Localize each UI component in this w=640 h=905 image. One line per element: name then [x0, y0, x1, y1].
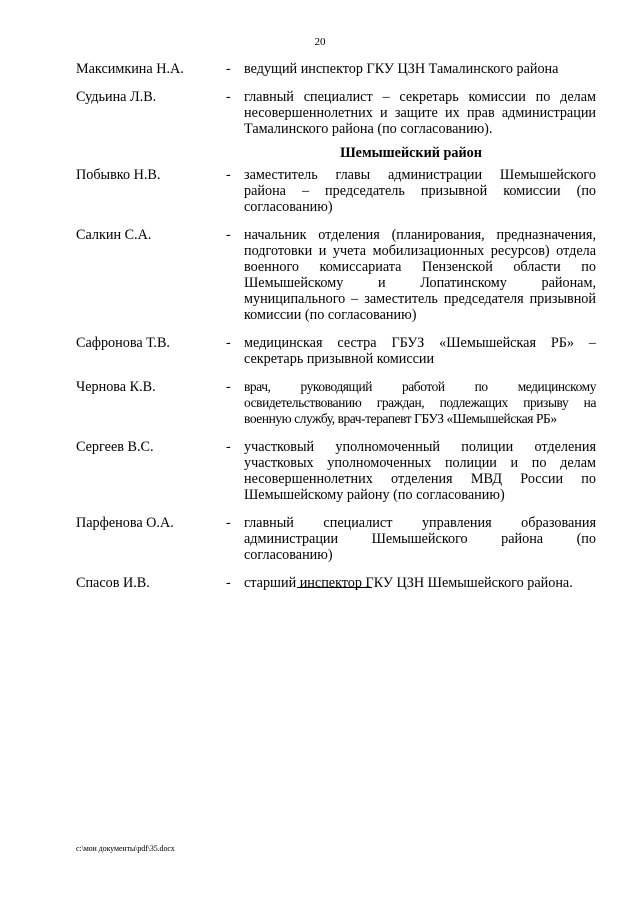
member-position: участковый уполномоченный полиции отделения участковых уполномоченных полиции и по делам несовершеннолетних отделения МВД России по Шемышейскому району (по согласованию) — [244, 439, 596, 503]
page-number: 20 — [314, 36, 326, 48]
dash: - — [226, 515, 231, 531]
member-name: Максимкина Н.А. — [76, 61, 184, 77]
member-name: Сергеев В.С. — [76, 439, 154, 455]
closing-rule — [297, 587, 372, 588]
member-name: Судьина Л.В. — [76, 89, 157, 105]
member-position: начальник отделения (планирования, предназначения, подготовки и учета мобилизационных ресурсов) отдела военного комиссариата Пензенской области по Шемышейскому и Лопатинскому районам, муниципального – заместитель председателя призывной комиссии (по согласованию) — [244, 227, 596, 323]
dash: - — [226, 575, 231, 591]
dash: - — [226, 335, 231, 351]
dash: - — [226, 439, 231, 455]
member-name: Чернова К.В. — [76, 379, 156, 395]
dash: - — [226, 61, 231, 77]
member-position: заместитель главы администрации Шемышейского района – председатель призывной комиссии (по согласованию) — [244, 167, 596, 215]
member-position: медицинская сестра ГБУЗ «Шемышейская РБ» – секретарь призывной комиссии — [244, 335, 596, 367]
list-item — [76, 61, 596, 77]
commission-list — [76, 61, 596, 603]
list-item — [76, 379, 596, 427]
list-item — [76, 439, 596, 503]
list-item — [76, 515, 596, 563]
dash: - — [226, 89, 231, 105]
member-position: старший инспектор ГКУ ЦЗН Шемышейского района. — [244, 575, 573, 591]
member-name: Салкин С.А. — [76, 227, 152, 243]
member-position: врач, руководящий работой по медицинскому освидетельствованию граждан, подлежащих призыву на военную службу, врач-терапевт ГБУЗ «Шемышейская РБ» — [244, 379, 596, 426]
member-position: ведущий инспектор ГКУ ЦЗН Тамалинского района — [244, 61, 559, 77]
member-name: Сафронова Т.В. — [76, 335, 170, 351]
list-item — [76, 227, 596, 323]
member-name: Парфенова О.А. — [76, 515, 174, 531]
member-name: Побывко Н.В. — [76, 167, 161, 183]
list-item — [76, 335, 596, 367]
member-position: главный специалист – секретарь комиссии по делам несовершеннолетних и защите их прав администрации Тамалинского района (по согласованию). — [244, 89, 596, 137]
list-item — [76, 575, 596, 591]
member-name: Спасов И.В. — [76, 575, 150, 591]
file-path-footer: c:\мои документы\pdf\35.docx — [76, 844, 175, 853]
section-heading: Шемышейский район — [340, 145, 482, 161]
dash: - — [226, 227, 231, 243]
list-item — [76, 167, 596, 215]
dash: - — [226, 379, 231, 395]
dash: - — [226, 167, 231, 183]
list-item — [76, 89, 596, 137]
member-position: главный специалист управления образования администрации Шемышейского района (по согласованию) — [244, 515, 596, 563]
